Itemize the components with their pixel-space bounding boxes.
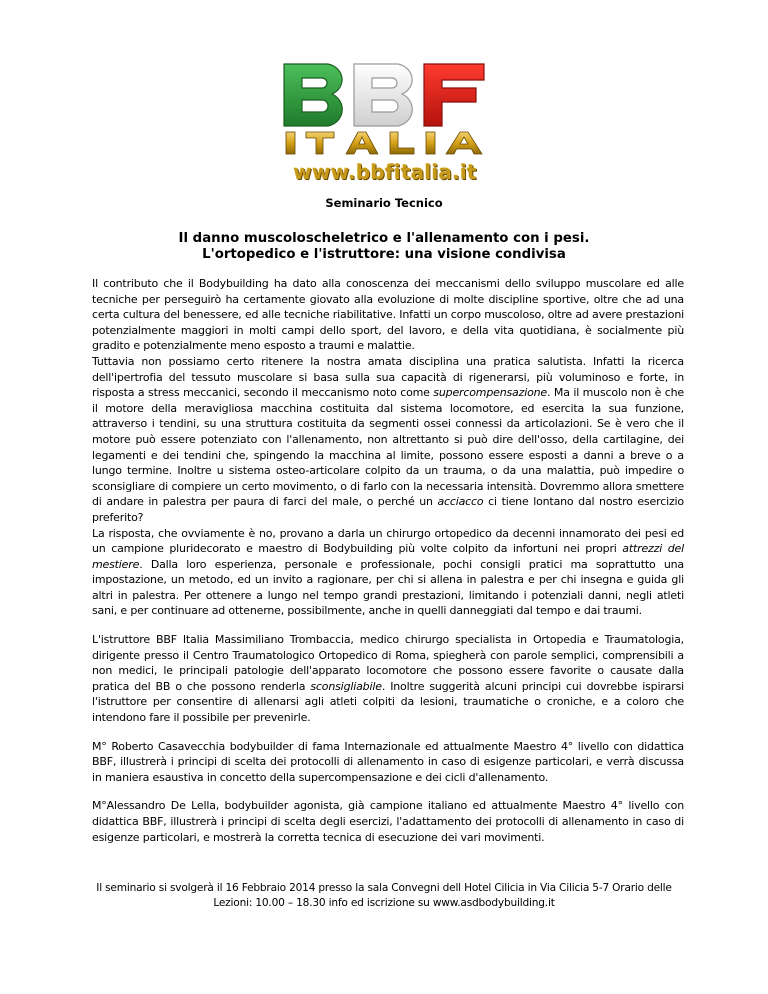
- bbf-logo-mark: [270, 58, 500, 158]
- p2-text-a: Tuttavia non possiamo certo ritenere la nostra amata disciplina una pratica salutista. Infatti la ricerca dell'ipertrofia del tessuto muscolare si basa sulla sua capacità di rigenerarsi, più voluminoso e forte, in risposta a stress meccanici, secondo il meccanismo noto come: [92, 354, 684, 400]
- paragraph-trombaccia: [92, 632, 684, 726]
- p3-text-b: . Dalla loro esperienza, personale e professionale, pochi consigli pratici ma soprattutto una impostazione, un metodo, ed un invito a ragionare, per chi si allena in palestra e per chi insegna e guida gli altri in palestra. Per ottenere a lungo nel tempo grandi prestazioni, limitando i potenziali danni, negli atleti sani, e per continuare ad ottenerne, possibilmente, anche in quelli danneggiati dal tempo e dai traumi.: [92, 557, 684, 618]
- logo-url: www.bbfitalia.it: [293, 160, 477, 184]
- title-line-2: L'ortopedico e l'istruttore: una visione condivisa: [202, 247, 566, 262]
- paragraph-answer: [92, 526, 684, 620]
- document-body: [92, 276, 684, 845]
- p2-text-b: . Ma il muscolo non è che il motore della meravigliosa macchina costituita dal sistema locomotore, ed esercita la sua funzione, attraverso i tendini, su una struttura costituita da segmenti ossei connessi da articolazioni. Se è vero che il motore può essere potenziato con l'allenamento, non altrettanto si può dire dell'osso, della cartilagine, dei legamenti e dei tendini che, spingendo la macchina al limite, possono essere esposti a danni a breve o a lungo termine. Inoltre u sistema osteo-articolare colpito da un trauma, o da una malattia, può impedire o sconsigliare di compiere un certo movimento, o di farlo con la necessaria intensità. Dovremmo allora smettere di andare in palestra per paura di farci del male, o perché un: [92, 386, 684, 509]
- letter-b-white: [354, 64, 412, 126]
- seminar-details-footer: [70, 881, 698, 911]
- bbf-italia-logo: [270, 58, 500, 198]
- p4-text-b: . Inoltre suggerità alcuni principi cui dovrebbe ispirarsi l'istruttore per consentire di allenarsi agli atleti colpiti da lesioni, traumatiche o croniche, e a coloro che intendono fare il possibile per prevenirle.: [92, 679, 684, 725]
- paragraph-de-lella: M°Alessandro De Lella, bodybuilder agonista, già campione italiano ed attualmente Maestro 4° livello con didattica BBF, illustrerà i principi di scelta degli esercizi, l'adattamento dei protocolli di allenamento in caso di esigenze particolari, e mostrerà la corretta tecnica di esecuzione dei vari movimenti.: [92, 799, 684, 844]
- paragraph-supercompensation: [92, 354, 684, 526]
- p2-emphasis-supercompensazione: supercompensazione: [433, 386, 548, 400]
- letter-f-red: [424, 64, 484, 126]
- seminar-kicker: Seminario Tecnico: [325, 196, 443, 210]
- p4-text-a: L'istruttore BBF Italia Massimiliano Trombaccia, medico chirurgo specialista in Ortopedia e Traumatologia, dirigente presso il Centro Traumatologico Ortopedico di Roma, spiegherà con parole semplici, comprensibili a non medici, le principali patologie dell'apparato locomotore che possono essere favorite o causate dalla pratica del BB o che possono renderla: [92, 633, 684, 693]
- p2-text-c: ci tiene lontano dal nostro esercizio preferito?: [92, 495, 684, 524]
- p3-emphasis-attrezzi: attrezzi del mestiere: [92, 542, 684, 571]
- footer-line-1: Il seminario si svolgerà il 16 Febbraio 2014 presso la sala Convegni dell Hotel Cilicia in Via Cilicia 5-7 Orario delle: [96, 882, 672, 894]
- title-line-1: Il danno muscoloscheletrico e l'allenamento con i pesi.: [178, 231, 590, 246]
- p2-emphasis-acciacco: acciacco: [437, 495, 484, 509]
- paragraph-intro: Il contributo che il Bodybuilding ha dato alla conoscenza dei meccanismi dello sviluppo muscolare ed alle tecniche per perseguirò ha certamente giovato alla evoluzione di molte discipline sportive, oltre che ad una certa cultura del benessere, ed alle tecniche riabilitative. Infatti un corpo muscoloso, oltre ad avere prestazioni potenzialmente maggiori in molti campi dello sport, del lavoro, e della vita quotidiana, è socialmente più gradito e potenzialmente meno esposto a traumi e malattie.: [92, 277, 684, 353]
- footer-line-2: Lezioni: 10.00 – 18.30 info ed iscrizione su www.asdbodybuilding.it: [213, 897, 555, 909]
- p3-text-a: La risposta, che ovviamente è no, provano a darla un chirurgo ortopedico da decenni innamorato dei pesi ed un campione pluridecorato e maestro di Bodybuilding più volte colpito da infortuni nei propri: [92, 526, 684, 556]
- italia-wordmark: [286, 132, 482, 154]
- paragraph-casavecchia: M° Roberto Casavecchia bodybuilder di fama Internazionale ed attualmente Maestro 4° livello con didattica BBF, illustrerà i principi di scelta dei protocolli di allenamento in caso di esigenze particolari, e verrà discussa in maniera esaustiva in concetto della supercompensazione e dei cicli d'allenamento.: [92, 739, 684, 784]
- seminar-title: [0, 231, 768, 263]
- letter-b-green: [284, 64, 342, 126]
- p4-emphasis-sconsigliabile: sconsigliabile: [310, 679, 382, 693]
